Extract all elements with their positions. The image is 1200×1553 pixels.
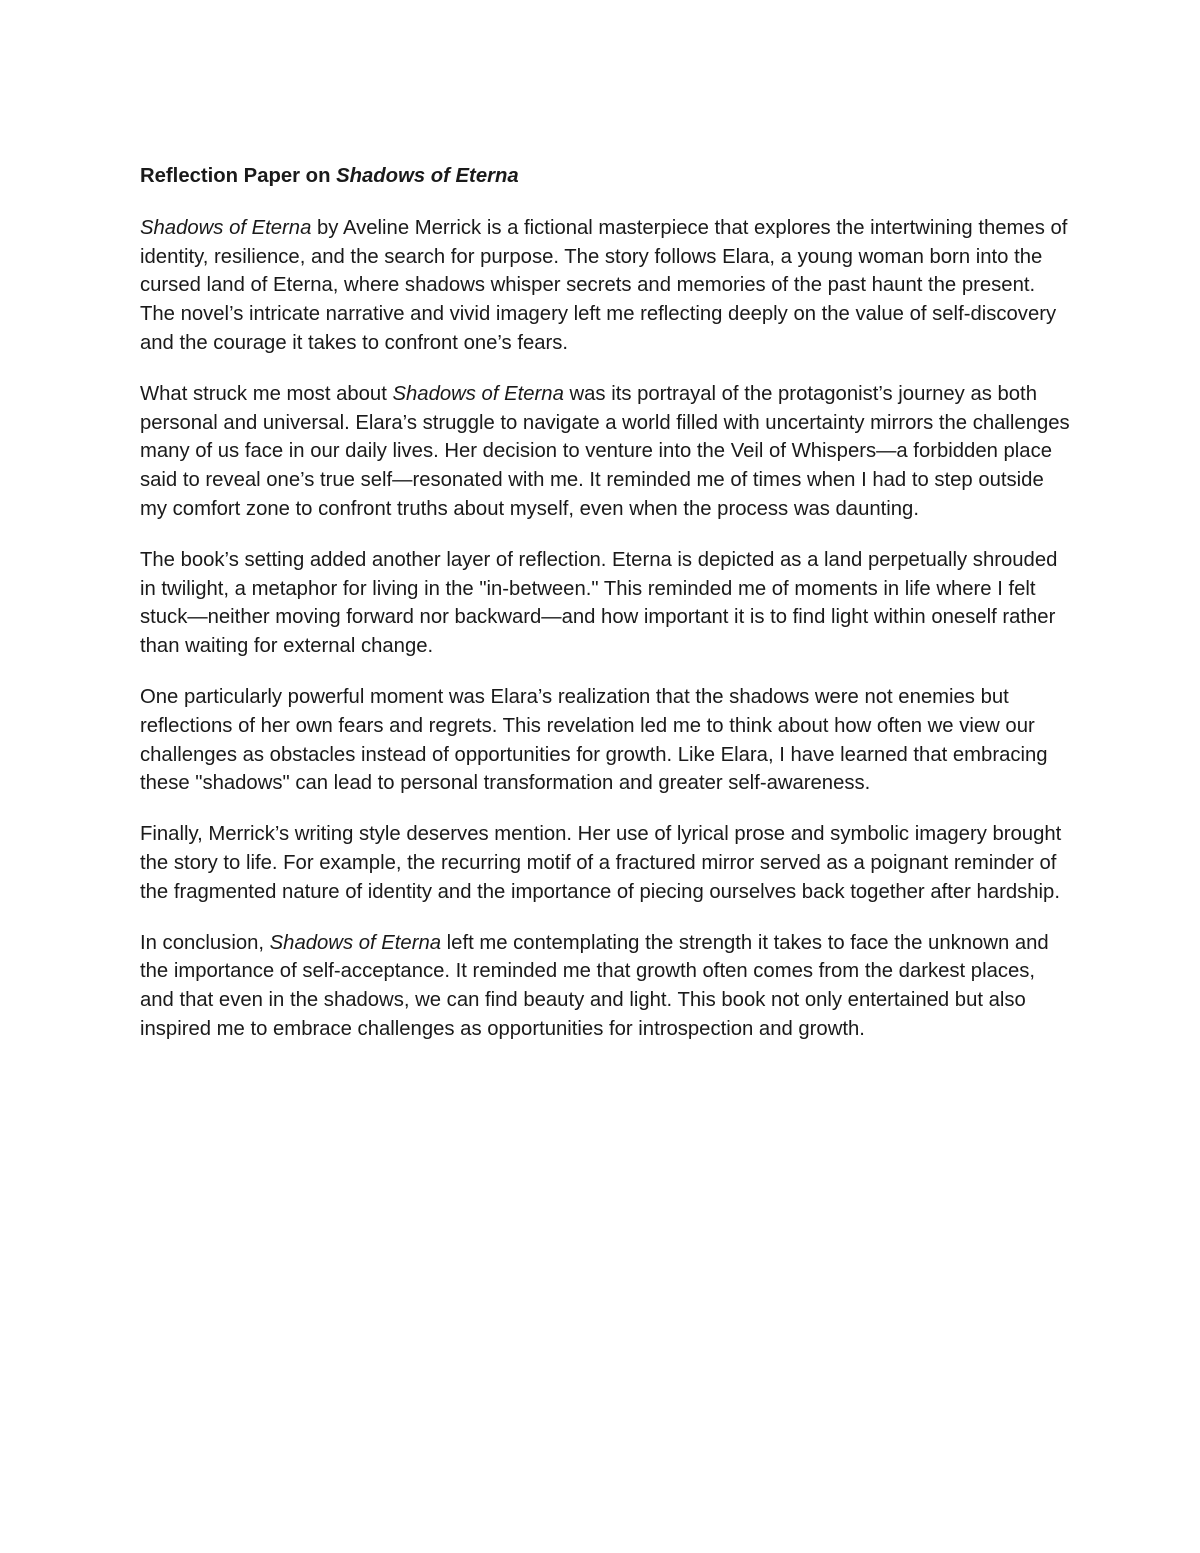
book-name: Shadows of Eterna xyxy=(140,216,312,239)
paragraph-lead: In conclusion, xyxy=(140,931,270,954)
paragraph-realization: One particularly powerful moment was Elara’s realization that the shadows were not enemies but reflections of her own fears and regrets. This revelation led me to think about how often we view our challenges as obstacles instead of opportunities for growth. Like Elara, I have learned that embracing these "shadows" can lead to personal transformation and greater self-awareness. xyxy=(140,685,1048,795)
paragraph-journey xyxy=(140,380,1070,524)
title-book-name: Shadows of Eterna xyxy=(336,165,519,187)
paragraph-introduction xyxy=(140,214,1070,358)
paragraph-lead: What struck me most about xyxy=(140,382,393,405)
paragraph-text: by Aveline Merrick is a fictional masterpiece that explores the intertwining themes of identity, resilience, and the search for purpose. The story follows Elara, a young woman born into the cursed land of Eterna, where shadows whisper secrets and memories of the past haunt the present. The novel’s intricate narrative and vivid imagery left me reflecting deeply on the value of self-discovery and the courage it takes to confront one’s fears. xyxy=(140,216,1068,354)
book-name: Shadows of Eterna xyxy=(392,382,564,405)
title-prefix: Reflection Paper on xyxy=(140,165,337,187)
document-page xyxy=(140,162,1070,1066)
paragraph-text: left me contemplating the strength it takes to face the unknown and the importance of self-acceptance. It reminded me that growth often comes from the darkest places, and that even in the shadows, we can find beauty and light. This book not only entertained but also inspired me to embrace challenges as opportunities for introspection and growth. xyxy=(140,931,1049,1040)
paragraph-writing-style: Finally, Merrick’s writing style deserves mention. Her use of lyrical prose and symbolic imagery brought the story to life. For example, the recurring motif of a fractured mirror served as a poignant reminder of the fragmented nature of identity and the importance of piecing ourselves back together after hardship. xyxy=(140,823,1062,903)
book-name: Shadows of Eterna xyxy=(269,931,442,954)
document-title xyxy=(140,162,1070,191)
paragraph-text: was its portrayal of the protagonist’s journey as both personal and universal. Elara’s struggle to navigate a world filled with uncertainty mirrors the challenges many of us face in our daily lives. Her decision to venture into the Veil of Whispers—a forbidden place said to reveal one’s true self—resonated with me. It reminded me of times when I had to step outside my comfort zone to confront truths about myself, even when the process was daunting. xyxy=(140,382,1070,520)
paragraph-conclusion xyxy=(140,929,1070,1044)
paragraph-setting: The book’s setting added another layer of reflection. Eterna is depicted as a land perpetually shrouded in twilight, a metaphor for living in the "in-between." This reminded me of moments in life where I felt stuck—neither moving forward nor backward—and how important it is to find light within oneself rather than waiting for external change. xyxy=(140,548,1058,658)
